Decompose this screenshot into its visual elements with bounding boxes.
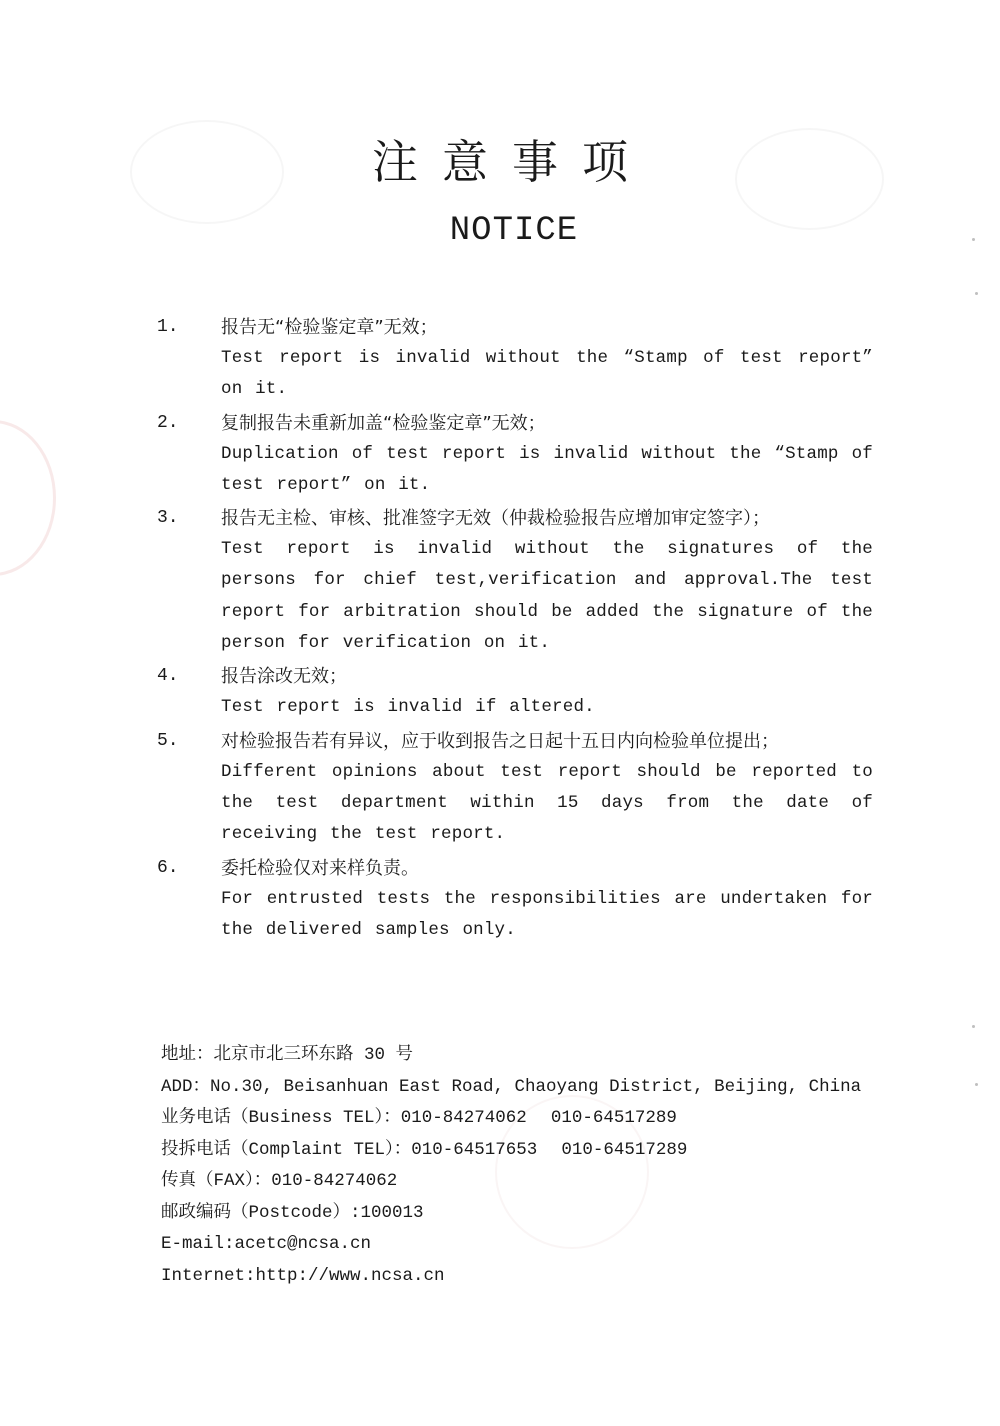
notice-item-4 xyxy=(0,661,1000,723)
scan-speck xyxy=(975,1083,978,1086)
address-en: ADD：No.30, Beisanhuan East Road, Chaoyang District, Beijing, China xyxy=(161,1076,862,1097)
title-english: NOTICE xyxy=(449,212,579,250)
business-tel-label: 业务电话（Business TEL）： xyxy=(161,1108,401,1128)
complaint-tel xyxy=(161,1135,921,1167)
item-number: 3. xyxy=(157,508,179,529)
item-text-cn: 委托检验仅对来样负责。 xyxy=(221,857,419,879)
item-text-en: Duplication of test report is invalid without the “Stamp of test report” on it. xyxy=(221,443,873,495)
fax: 传真（FAX）：010-84274062 xyxy=(161,1171,398,1191)
item-number: 4. xyxy=(157,666,179,687)
business-tel xyxy=(161,1103,921,1135)
address-cn: 地址：北京市北三环东路 30 号 xyxy=(161,1045,414,1065)
email: E-mail:acetc@ncsa.cn xyxy=(161,1234,372,1254)
item-text-cn: 报告无“检验鉴定章”无效； xyxy=(221,317,438,338)
item-text-en: Different opinions about test report should be reported to the test department within 15 days from the date of receiving the test report. xyxy=(221,761,873,845)
business-tel-number: 010-64517289 xyxy=(550,1108,677,1128)
item-text-cn: 复制报告未重新加盖“检验鉴定章”无效； xyxy=(221,412,546,434)
item-text-en: Test report is invalid without the signatures of the persons for chief test,verification and approval.The test report for arbitration should be added the signature of the person for verification on it. xyxy=(221,539,873,654)
scan-speck xyxy=(972,1025,975,1028)
item-number: 6. xyxy=(157,857,179,878)
complaint-tel-number: 010-64517289 xyxy=(561,1139,688,1160)
notice-item-6 xyxy=(0,853,1000,947)
item-number: 1. xyxy=(157,317,179,337)
business-tel-number: 010-84274062 xyxy=(400,1108,527,1128)
item-text-cn: 报告涂改无效； xyxy=(221,666,347,688)
item-text-cn: 对检验报告若有异议，应于收到报告之日起十五日内向检验单位提出； xyxy=(221,730,779,752)
contact-block xyxy=(161,1040,921,1292)
notice-item-1 xyxy=(0,312,1000,406)
notice-item-5 xyxy=(0,726,1000,851)
item-text-en: Test report is invalid without the “Stamp of test report” on it. xyxy=(221,348,873,400)
postcode: 邮政编码（Postcode）:100013 xyxy=(161,1202,424,1223)
item-number: 5. xyxy=(157,730,179,751)
notice-item-2 xyxy=(0,408,1000,502)
complaint-tel-label: 投拆电话（Complaint TEL）： xyxy=(161,1139,412,1160)
notice-list xyxy=(0,312,1000,948)
complaint-tel-number: 010-64517653 xyxy=(411,1139,538,1160)
item-text-en: For entrusted tests the responsibilities are undertaken for the delivered samples only. xyxy=(221,888,873,940)
notice-item-3 xyxy=(0,503,1000,659)
item-text-en: Test report is invalid if altered. xyxy=(221,697,595,718)
item-number: 2. xyxy=(157,412,179,433)
internet: Internet:http://www.ncsa.cn xyxy=(161,1265,445,1286)
item-text-cn: 报告无主检、审核、批准签字无效（仲裁检验报告应增加审定签字）； xyxy=(221,508,770,530)
scan-speck xyxy=(975,292,978,295)
title-chinese: 注意事项 xyxy=(372,135,652,189)
